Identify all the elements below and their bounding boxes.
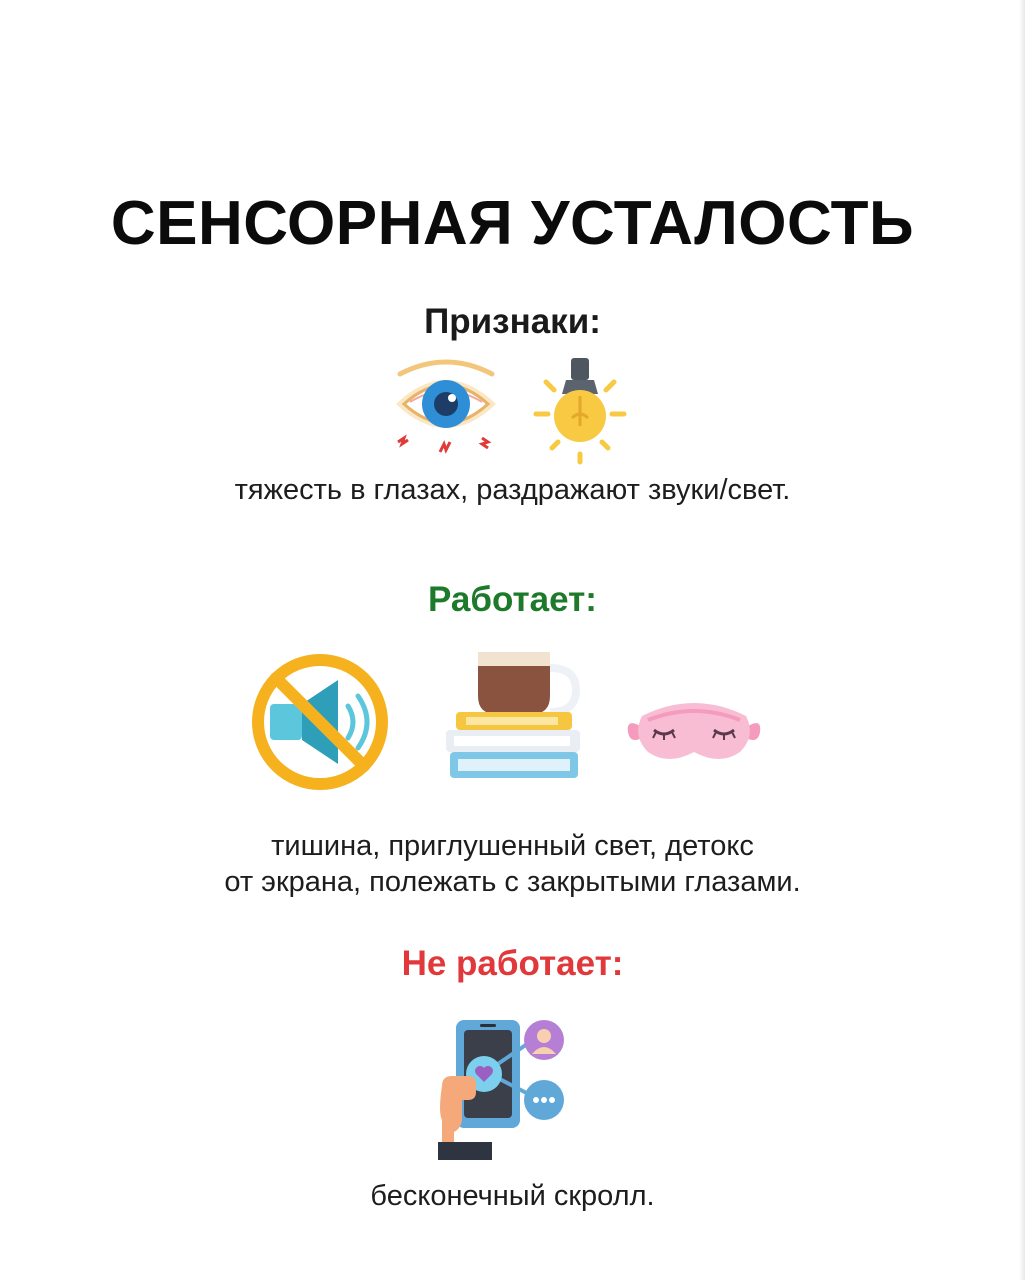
sleep-mask-icon	[626, 696, 762, 766]
not-works-heading: Не работает:	[401, 944, 624, 983]
works-caption	[0, 828, 1025, 900]
works-caption-line-1: тишина, приглушенный свет, детокс	[271, 830, 754, 862]
coffee-books-icon	[442, 646, 584, 786]
tired-eye-icon	[390, 356, 502, 464]
works-heading: Работает:	[428, 580, 597, 619]
mute-speaker-icon	[250, 652, 390, 792]
not-works-caption: бесконечный скролл.	[370, 1180, 655, 1212]
works-caption-line-2: от экрана, полежать с закрытыми глазами.	[224, 866, 801, 898]
page-title: СЕНСОРНАЯ УСТАЛОСТЬ	[110, 189, 915, 258]
signs-heading: Признаки:	[424, 302, 601, 341]
lightbulb-icon	[530, 356, 630, 466]
signs-caption: тяжесть в глазах, раздражают звуки/свет.	[234, 474, 791, 506]
phone-scroll-icon	[436, 1016, 572, 1164]
